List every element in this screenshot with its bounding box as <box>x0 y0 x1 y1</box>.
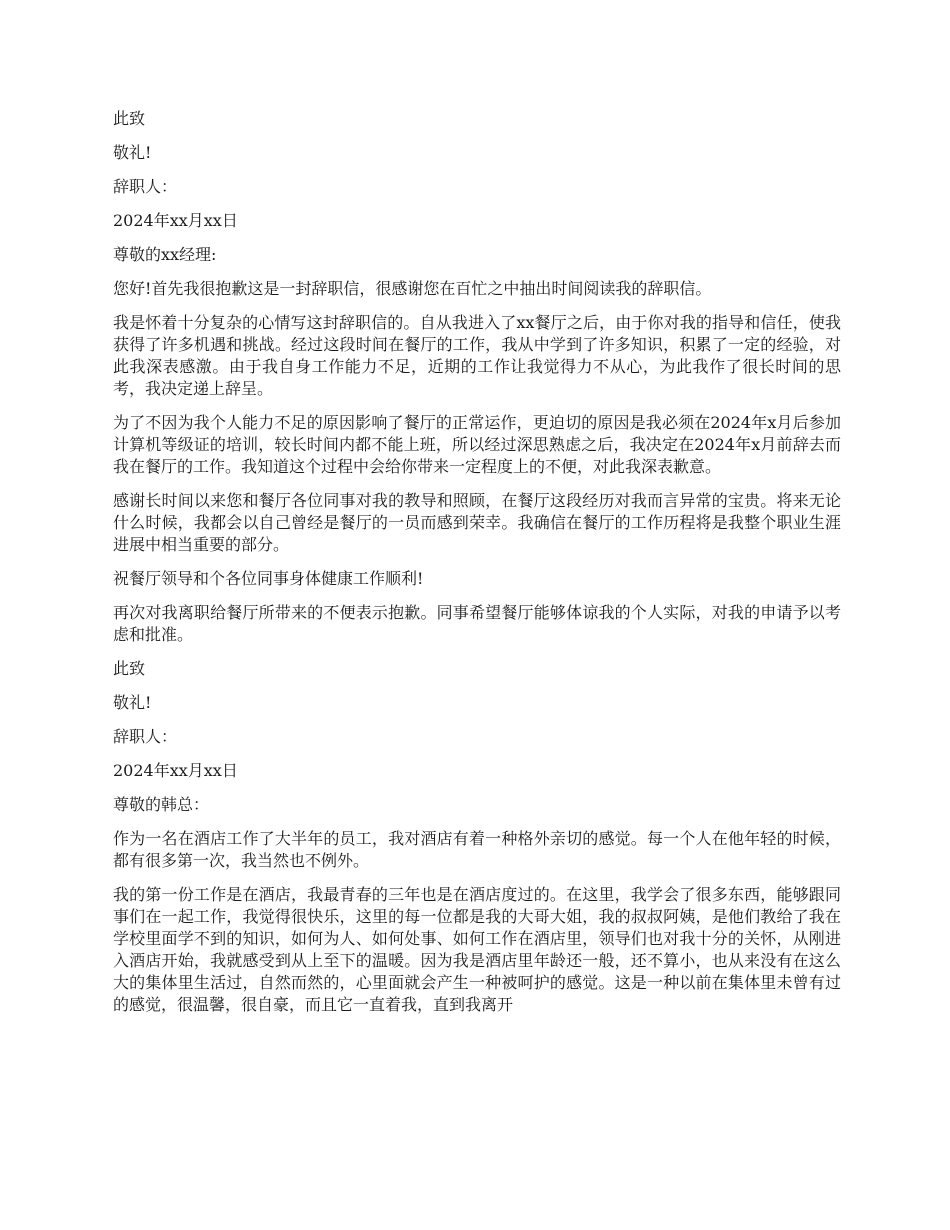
signature-line: 辞职人： <box>113 727 178 746</box>
body-paragraph: 您好!首先我很抱歉这是一封辞职信，很感谢您在百忙之中抽出时间阅读我的辞职信。 <box>113 279 712 298</box>
body-paragraph: 我的第一份工作是在酒店，我最青春的三年也是在酒店度过的。在这里，我学会了很多东西，能够跟同事们在一起工作，我觉得很快乐，这里的每一位都是我的大哥大姐，我的叔叔阿姨，是他们教给了我在学校里面学不到的知识，如何为人、如何处事、如何工作在酒店里，领导们也对我十分的关怀，从刚进入酒店开始，我就感受到从上至下的温暖。因为我是酒店里年龄还一般，还不算小，也从来没有在这么大的集体里生活过，自然而然的，心里面就会产生一种被呵护的感觉。这是一种以前在集体里未曾有过的感觉，很温馨，很自豪，而且它一直着我，直到我离开 <box>113 885 841 1014</box>
date-line: 2024年xx月xx日 <box>113 211 238 230</box>
signature-line: 辞职人： <box>113 177 178 196</box>
closing-salutation: 此致 <box>113 109 146 128</box>
body-paragraph: 为了不因为我个人能力不足的原因影响了餐厅的正常运作，更迫切的原因是我必须在2024年x月后参加计算机等级证的培训，较长时间内都不能上班，所以经过深思熟虑之后，我决定在2024年x月前辞去而我在餐厅的工作。我知道这个过程中会给你带来一定程度上的不便，对此我深表歉意。 <box>113 413 841 476</box>
closing-regards: 敬礼! <box>113 693 152 712</box>
body-paragraph: 我是怀着十分复杂的心情写这封辞职信的。自从我进入了xx餐厅之后，由于你对我的指导和信任，使我获得了许多机遇和挑战。经过这段时间在餐厅的工作，我从中学到了许多知识，积累了一定的经验，对此我深表感激。由于我自身工作能力不足，近期的工作让我觉得力不从心，为此我作了很长时间的思考，我决定递上辞呈。 <box>113 313 841 398</box>
body-paragraph: 祝餐厅领导和个各位同事身体健康工作顺利! <box>113 569 424 588</box>
document-body <box>113 108 841 1028</box>
date-line: 2024年xx月xx日 <box>113 761 238 780</box>
body-paragraph: 再次对我离职给餐厅所带来的不便表示抱歉。同事希望餐厅能够体谅我的个人实际，对我的申请予以考虑和批准。 <box>113 603 841 644</box>
letter-greeting: 尊敬的xx经理: <box>113 245 217 264</box>
letter-greeting: 尊敬的韩总： <box>113 795 210 814</box>
body-paragraph: 作为一名在酒店工作了大半年的员工，我对酒店有着一种格外亲切的感觉。每一个人在他年轻的时候，都有很多第一次，我当然也不例外。 <box>113 829 841 870</box>
body-paragraph: 感谢长时间以来您和餐厅各位同事对我的教导和照顾，在餐厅这段经历对我而言异常的宝贵。将来无论什么时候，我都会以自己曾经是餐厅的一员而感到荣幸。我确信在餐厅的工作历程将是我整个职业生涯进展中相当重要的部分。 <box>113 491 841 554</box>
closing-salutation: 此致 <box>113 659 146 678</box>
closing-regards: 敬礼! <box>113 143 152 162</box>
